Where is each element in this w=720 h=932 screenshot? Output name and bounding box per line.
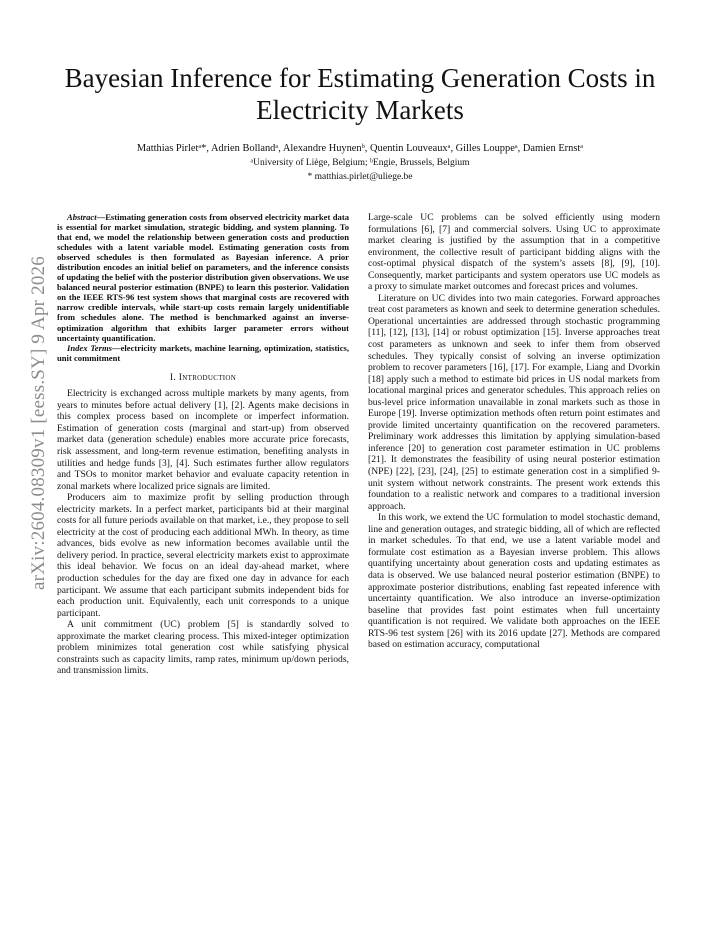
section-heading: I. Introduction xyxy=(169,371,237,383)
paper-title: Bayesian Inference for Estimating Generation Costs in Electricity Markets xyxy=(64,63,656,125)
paragraph: Literature on UC divides into two main categories. Forward approaches treat cost parameters as known and seek to determine generation schedules. Operational uncertainties are addressed through stochastic programming [11], [12], [13], [14] or robust optimization [15]. Inverse approaches treat cost parameters as unknown and seek to infer them from observed schedules. They typically consist of solving an inverse optimization problem to recover parameters [16], [17]. For example, Liang and Dvorkin [18] apply such a method to estimate bid prices in US nodal markets from locational marginal prices and generator schedules. This approach relies on bus-level price information unavailable in zonal markets such as those in Europe [19]. Inverse optimization methods often return point estimates and provide limited uncertainty quantification on the recovered parameters. Preliminary work addresses this limitation by applying simulation-based inference [20] to generation cost parameter estimation in UC problems [21]. It demonstrates the feasibility of using neural posterior estimation (NPE) [22], [23], [24], [25] to estimate generation cost in a simplified 9-unit system without network constraints. The present work extends this foundation to a realistic network and compares to a traditional inversion approach. xyxy=(368,292,660,512)
author-list: Matthias Pirletᵃ*, Adrien Bollandᵃ, Alexandre Huynenᵇ, Quentin Louveauxᵃ, Gilles Louppeᵃ, Damien Ernstᵃ xyxy=(136,143,584,154)
abstract-body: —Estimating generation costs from observed electricity market data is essential for market simulation, strategic bidding, and system planning. To that end, we model the relationship between generation costs and production schedules with a latent variable model. Estimating generation costs from observed schedules is then formulated as Bayesian inference. A prior distribution encodes an initial belief on parameters, and the inference consists of updating the belief with the posterior distribution given observations. We use balanced neural posterior estimation (BNPE) to learn this posterior. Validation on the IEEE RTS-96 test system shows that marginal costs are recovered with narrow credible intervals, while start-up costs remain largely unidentifiable from schedules alone. The method is benchmarked against an inverse-optimization algorithm that exhibits larger parameter errors without uncertainty quantification. xyxy=(57,212,349,343)
paragraph: In this work, we extend the UC formulation to model stochastic demand, line and generation outages, and strategic bidding, all of which are reflected in market schedules. To that end, we use a latent variable model and formulate cost estimation as a Bayesian inverse problem. This allows quantifying uncertainty about generation costs and updating estimates as data is observed. We use balanced neural posterior estimation (BNPE) to approximate posterior distributions, enabling fast repeated inference with uncertainty quantification. We also introduce an inverse-optimization baseline that provides fast point estimates when full uncertainty quantification is not required. We validate both approaches on the IEEE RTS-96 test system [26] with its 2016 update [27]. Methods are compared based on estimation accuracy, computational xyxy=(368,512,660,651)
right-column xyxy=(368,212,660,651)
arxiv-watermark: arXiv:2604.08309v1 [eess.SY] 9 Apr 2026 xyxy=(28,256,49,590)
paragraph: Producers aim to maximize profit by selling production through electricity markets. In a perfect market, participants bid at their marginal costs for all future periods available on that market, i.e., they propose to sell electricity at the cost of producing each additional MWh. In theory, as time advances, bids evolve as new information becomes available until the delivery period. In practice, several electricity markets exist to approximate this ideal behavior. We focus on an ideal day-ahead market, where production schedules for the day are fixed one day in advance for each participant. We assume that each participant submits independent bids for each production unit. Equivalently, each unit corresponds to a unique participant. xyxy=(57,492,349,619)
index-terms-label: Index Terms xyxy=(67,342,112,353)
index-terms-body: —electricity markets, machine learning, optimization, statistics, unit commitment xyxy=(57,342,350,363)
left-column xyxy=(57,212,349,677)
paragraph: A unit commitment (UC) problem [5] is standardly solved to approximate the market clearing process. This mixed-integer optimization problem minimizes total generation cost while satisfying physical constraints such as capacity limits, ramp rates, minimum up/down periods, and transmission limits. xyxy=(57,619,349,677)
paragraph: Electricity is exchanged across multiple markets by many agents, from years to minutes before actual delivery [1], [2]. Agents make decisions in this complex process based on incomplete or imperfect information. Estimation of generation costs (marginal and start-up) from observed market data (generation schedule) enables more accurate price forecasts, risk assessment, and long-term revenue estimation, benefiting analysts in utilities and hedge funds [3], [4]. Such estimates further allow regulators and TSOs to monitor market behavior and evaluate capacity retention in zonal markets where localized price signals are limited. xyxy=(57,388,349,492)
paragraph: Large-scale UC problems can be solved efficiently using modern formulations [6], [7] and commercial solvers. Using UC to approximate market clearing is justified by the assumption that in a competitive environment, the collective result of participant bidding aligns with the cost-optimal physical dispatch of the system’s assets [8], [9], [10]. Consequently, market participants and system operators use UC models as a proxy to simulate market outcomes and forecast prices and volumes. xyxy=(368,212,660,293)
contact-email: * matthias.pirlet@uliege.be xyxy=(307,172,413,182)
index-terms xyxy=(57,343,349,363)
affiliations: ᵃUniversity of Liège, Belgium; ᵇEngie, Brussels, Belgium xyxy=(250,158,470,168)
abstract xyxy=(57,212,349,343)
abstract-label: Abstract xyxy=(67,212,97,222)
